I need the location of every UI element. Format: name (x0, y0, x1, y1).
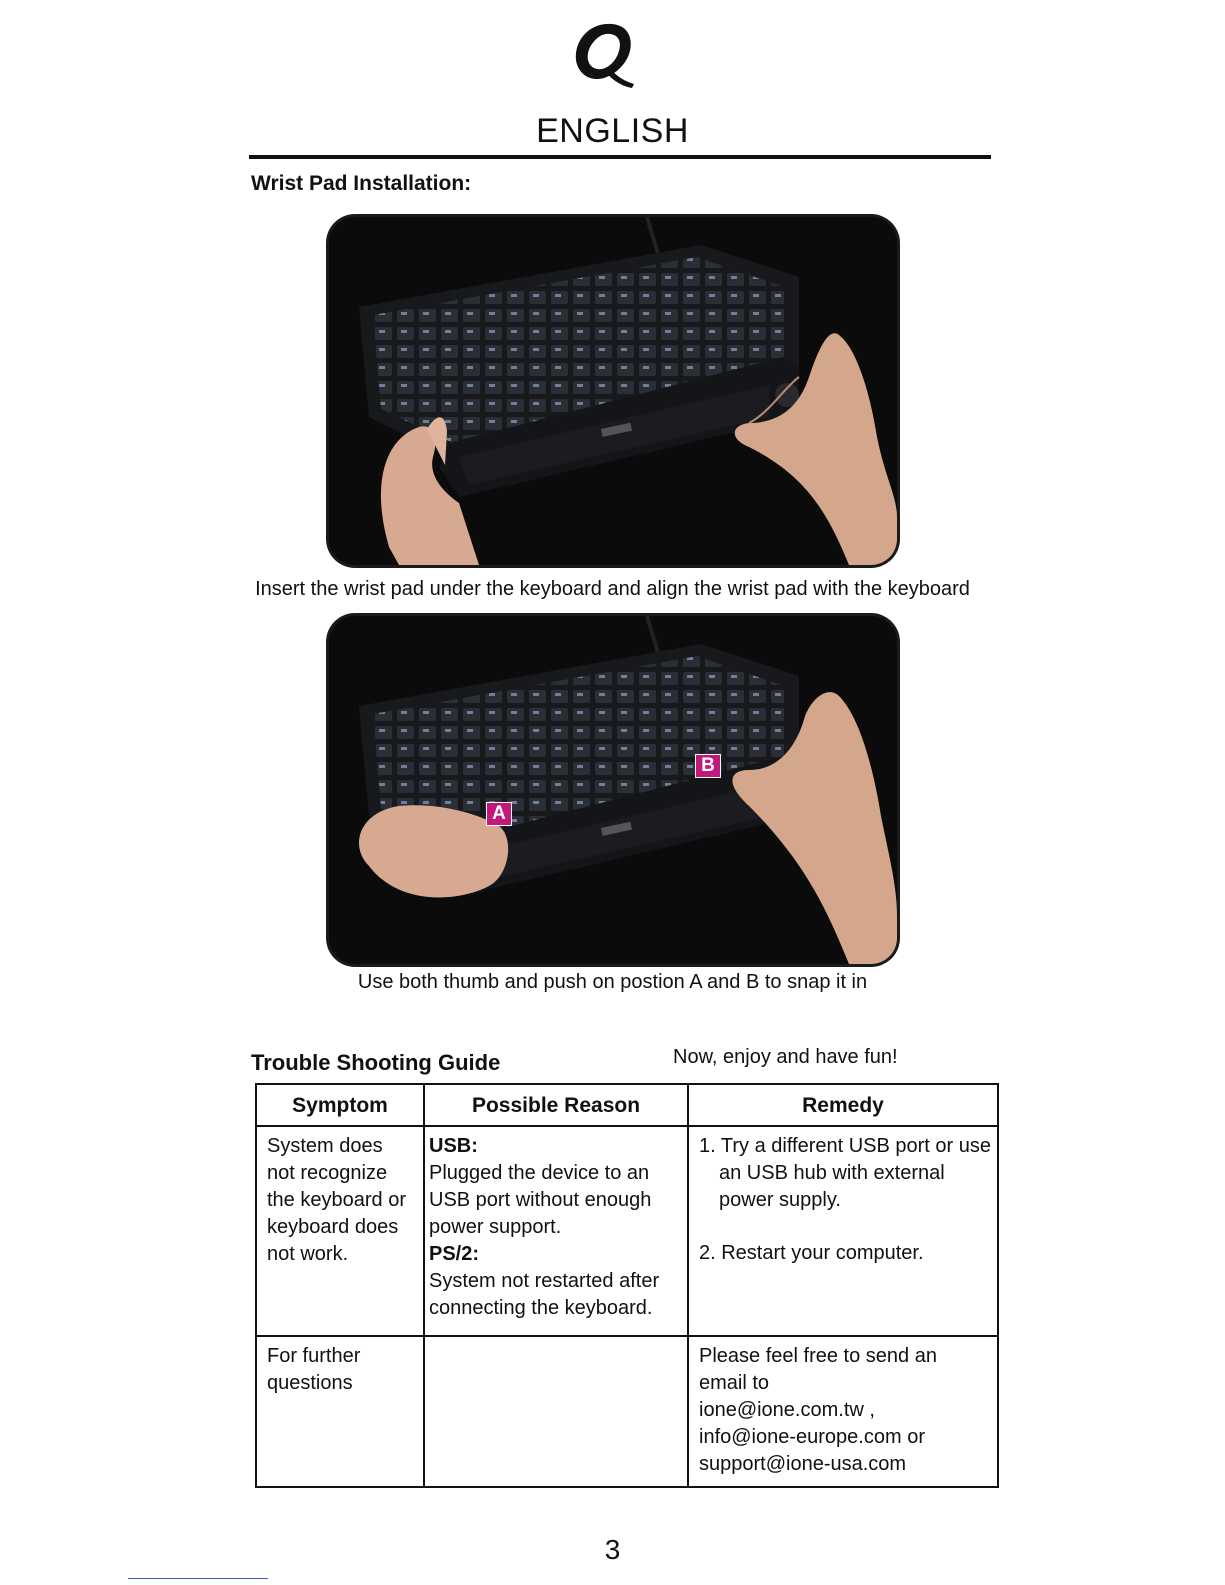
symptom-line: System does (267, 1135, 383, 1157)
symptom-cell (256, 1336, 424, 1487)
symptom-line: keyboard does (267, 1216, 399, 1238)
header-remedy: Remedy (688, 1084, 998, 1126)
table-header-row (256, 1084, 998, 1126)
keyboard-photo-step-2 (329, 616, 897, 964)
language-heading: ENGLISH (536, 112, 689, 150)
footer-link-underline (128, 1578, 268, 1579)
symptom-line: the keyboard or (267, 1189, 406, 1211)
remedy-item-1: 1. Try a different USB port or use an USB hub with external power supply. (699, 1135, 991, 1211)
symptom-line: not recognize (267, 1162, 388, 1184)
remedy-cell (688, 1126, 998, 1336)
reason-line: connecting the keyboard. (429, 1297, 653, 1319)
contact-email-link[interactable]: ione@ione.com.tw , (699, 1399, 875, 1421)
caption-step-1: Insert the wrist pad under the keyboard and align the wrist pad with the keyboard (255, 578, 970, 600)
table-row (256, 1336, 998, 1487)
contact-email-link[interactable]: info@ione-europe.com or (699, 1426, 925, 1448)
reason-line: power support. (429, 1216, 562, 1238)
header-divider (249, 155, 991, 159)
caption-step-2: Use both thumb and push on postion A and B to snap it in (357, 971, 868, 993)
trouble-shooting-title: Trouble Shooting Guide (251, 1050, 501, 1075)
remedy-line: email to (699, 1372, 770, 1394)
closing-note: Now, enjoy and have fun! (673, 1046, 898, 1068)
reason-cell-empty (424, 1336, 688, 1487)
marker-b-label: B (695, 754, 721, 778)
brand-logo (570, 18, 640, 92)
table-row (256, 1126, 998, 1336)
trouble-shooting-table (255, 1083, 999, 1488)
keyboard-photo-step-1 (329, 217, 897, 565)
reason-line: Plugged the device to an (429, 1162, 650, 1184)
contact-email-link[interactable]: support@ione-usa.com (699, 1453, 907, 1475)
remedy-cell (688, 1336, 998, 1487)
header-symptom: Symptom (256, 1084, 424, 1126)
marker-a-label: A (486, 802, 512, 826)
symptom-line: For further (267, 1345, 361, 1367)
reason-line: USB port without enough (429, 1189, 652, 1211)
reason-line: System not restarted after (429, 1270, 660, 1292)
symptom-line: questions (267, 1372, 353, 1394)
page-number: 3 (604, 1534, 621, 1565)
section-title: Wrist Pad Installation: (251, 172, 472, 195)
symptom-line: not work. (267, 1243, 349, 1265)
remedy-item-2: 2. Restart your computer. (699, 1242, 924, 1264)
reason-cell (424, 1126, 688, 1336)
reason-usb-label: USB: (429, 1135, 478, 1157)
symptom-cell (256, 1126, 424, 1336)
remedy-line: Please feel free to send an (699, 1345, 937, 1367)
header-possible-reason: Possible Reason (424, 1084, 688, 1126)
reason-ps2-label: PS/2: (429, 1243, 480, 1265)
